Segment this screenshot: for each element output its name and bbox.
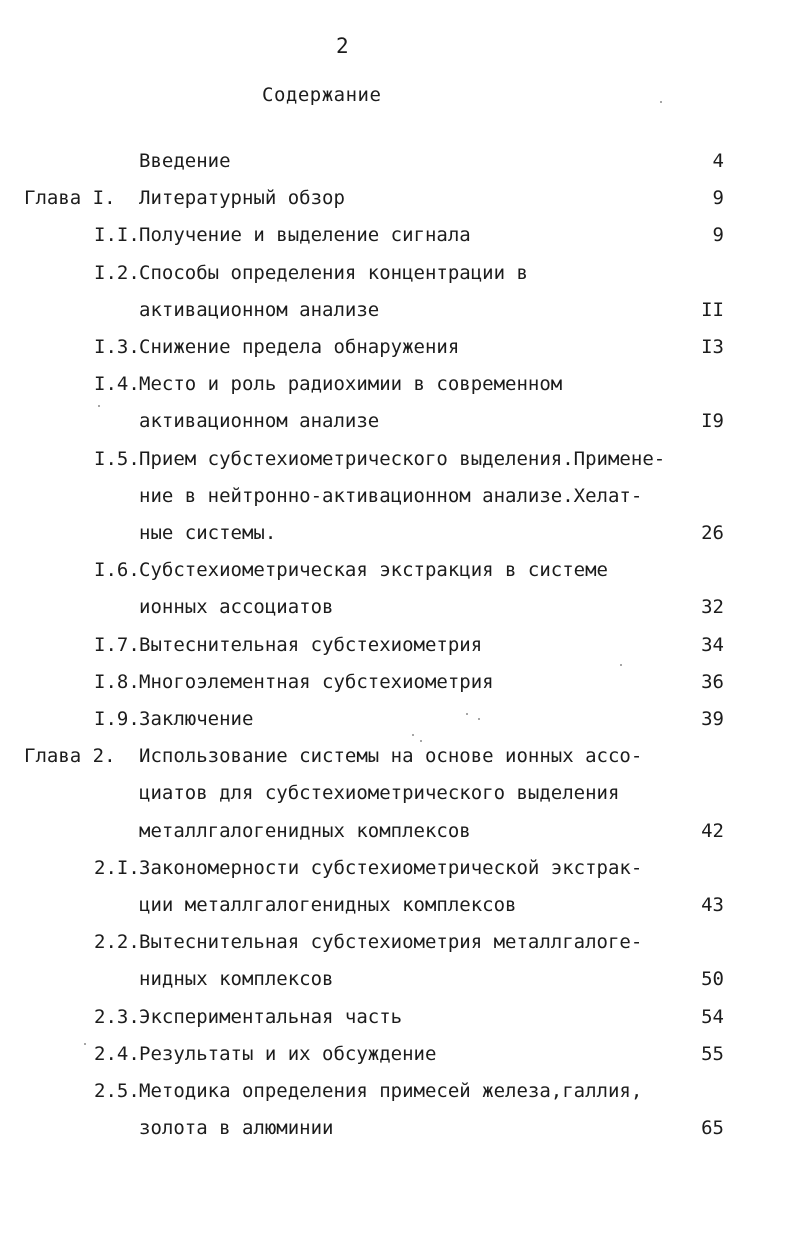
page-ref: 9 (712, 224, 724, 246)
scan-speck (84, 1043, 86, 1045)
toc-entry (0, 481, 799, 511)
toc-entry (0, 964, 799, 994)
entry-title: Способы определения концентрации в (139, 262, 528, 284)
scan-speck (420, 740, 422, 742)
page-ref: 42 (701, 820, 724, 842)
page-ref: 55 (701, 1043, 724, 1065)
entry-title: Многоэлементная субстехиометрия (139, 671, 494, 693)
section-number: I.2. (94, 262, 140, 284)
section-number: I.5. (94, 448, 140, 470)
entry-title: Субстехиометрическая экстракция в системе (139, 559, 608, 581)
chapter-label: Глава I. (24, 187, 116, 209)
scan-speck (660, 101, 662, 103)
toc-entry (0, 853, 799, 883)
section-number: 2.I. (94, 857, 140, 879)
entry-title: Введение (139, 150, 231, 172)
section-number: 2.4. (94, 1043, 140, 1065)
entry-title: активационном анализе (139, 410, 380, 432)
scan-speck (412, 734, 414, 736)
page-ref: 32 (701, 596, 724, 618)
entry-title: циатов для субстехиометрического выделения (139, 782, 620, 804)
page-ref: 34 (701, 634, 724, 656)
page-ref: 26 (701, 522, 724, 544)
toc-entry (0, 295, 799, 325)
page-ref: I3 (701, 336, 724, 358)
section-number: 2.2. (94, 931, 140, 953)
page-ref: 9 (712, 187, 724, 209)
toc-entry (0, 406, 799, 436)
entry-title: Прием субстехиометрического выделения.Примене- (139, 448, 666, 470)
toc-entry (0, 183, 799, 213)
section-number: I.9. (94, 708, 140, 730)
page-ref: 39 (701, 708, 724, 730)
section-number: I.6. (94, 559, 140, 581)
chapter-label: Глава 2. (24, 745, 116, 767)
entry-title: Закономерности субстехиометрической экстрак- (139, 857, 643, 879)
entry-title: Получение и выделение сигнала (139, 224, 471, 246)
toc-entry (0, 146, 799, 176)
toc-entry (0, 220, 799, 250)
toc-entry (0, 927, 799, 957)
section-number: I.3. (94, 336, 140, 358)
entry-title: ные системы. (139, 522, 277, 544)
toc-entry (0, 555, 799, 585)
page-number: 2 (336, 34, 349, 58)
toc-entry (0, 332, 799, 362)
toc-title: Содержание (262, 84, 382, 106)
toc-entry (0, 630, 799, 660)
toc-entry (0, 1113, 799, 1143)
toc-entry (0, 1076, 799, 1106)
entry-title: ции металлгалогенидных комплексов (139, 894, 517, 916)
toc-entry (0, 1002, 799, 1032)
toc-entry (0, 592, 799, 622)
section-number: I.8. (94, 671, 140, 693)
page-ref: 54 (701, 1006, 724, 1028)
entry-title: Снижение предела обнаружения (139, 336, 460, 358)
page-ref: 36 (701, 671, 724, 693)
section-number: I.7. (94, 634, 140, 656)
page-ref: 4 (712, 150, 724, 172)
entry-title: ние в нейтронно-активационном анализе.Хелат- (139, 485, 643, 507)
toc-entry (0, 778, 799, 808)
entry-title: Экспериментальная часть (139, 1006, 403, 1028)
scan-speck (478, 718, 480, 720)
entry-title: Место и роль радиохимии в современном (139, 373, 563, 395)
toc-entry (0, 704, 799, 734)
toc-entry (0, 518, 799, 548)
entry-title: Методика определения примесей железа,галлия, (139, 1080, 643, 1102)
entry-title: активационном анализе (139, 299, 380, 321)
scan-speck (620, 664, 622, 666)
entry-title: Вытеснительная субстехиометрия (139, 634, 483, 656)
scan-speck (98, 405, 100, 407)
section-number: I.I. (94, 224, 140, 246)
toc-entry (0, 741, 799, 771)
scan-speck (466, 713, 468, 715)
toc-entry (0, 444, 799, 474)
entry-title: Результаты и их обсуждение (139, 1043, 437, 1065)
section-number: 2.5. (94, 1080, 140, 1102)
page-ref: II (701, 299, 724, 321)
page-ref: 65 (701, 1117, 724, 1139)
entry-title: Вытеснительная субстехиометрия металлгалоге- (139, 931, 643, 953)
toc-entry (0, 890, 799, 920)
section-number: 2.3. (94, 1006, 140, 1028)
toc-entry (0, 1039, 799, 1069)
page-ref: 43 (701, 894, 724, 916)
toc-entry (0, 816, 799, 846)
entry-title: Заключение (139, 708, 254, 730)
toc-entry (0, 258, 799, 288)
toc-entry (0, 369, 799, 399)
entry-title: Литературный обзор (139, 187, 345, 209)
page-ref: I9 (701, 410, 724, 432)
entry-title: нидных комплексов (139, 968, 334, 990)
entry-title: Использование системы на основе ионных ассо- (139, 745, 643, 767)
entry-title: золота в алюминии (139, 1117, 334, 1139)
entry-title: ионных ассоциатов (139, 596, 334, 618)
page-ref: 50 (701, 968, 724, 990)
section-number: I.4. (94, 373, 140, 395)
toc-entry (0, 667, 799, 697)
entry-title: металлгалогенидных комплексов (139, 820, 471, 842)
